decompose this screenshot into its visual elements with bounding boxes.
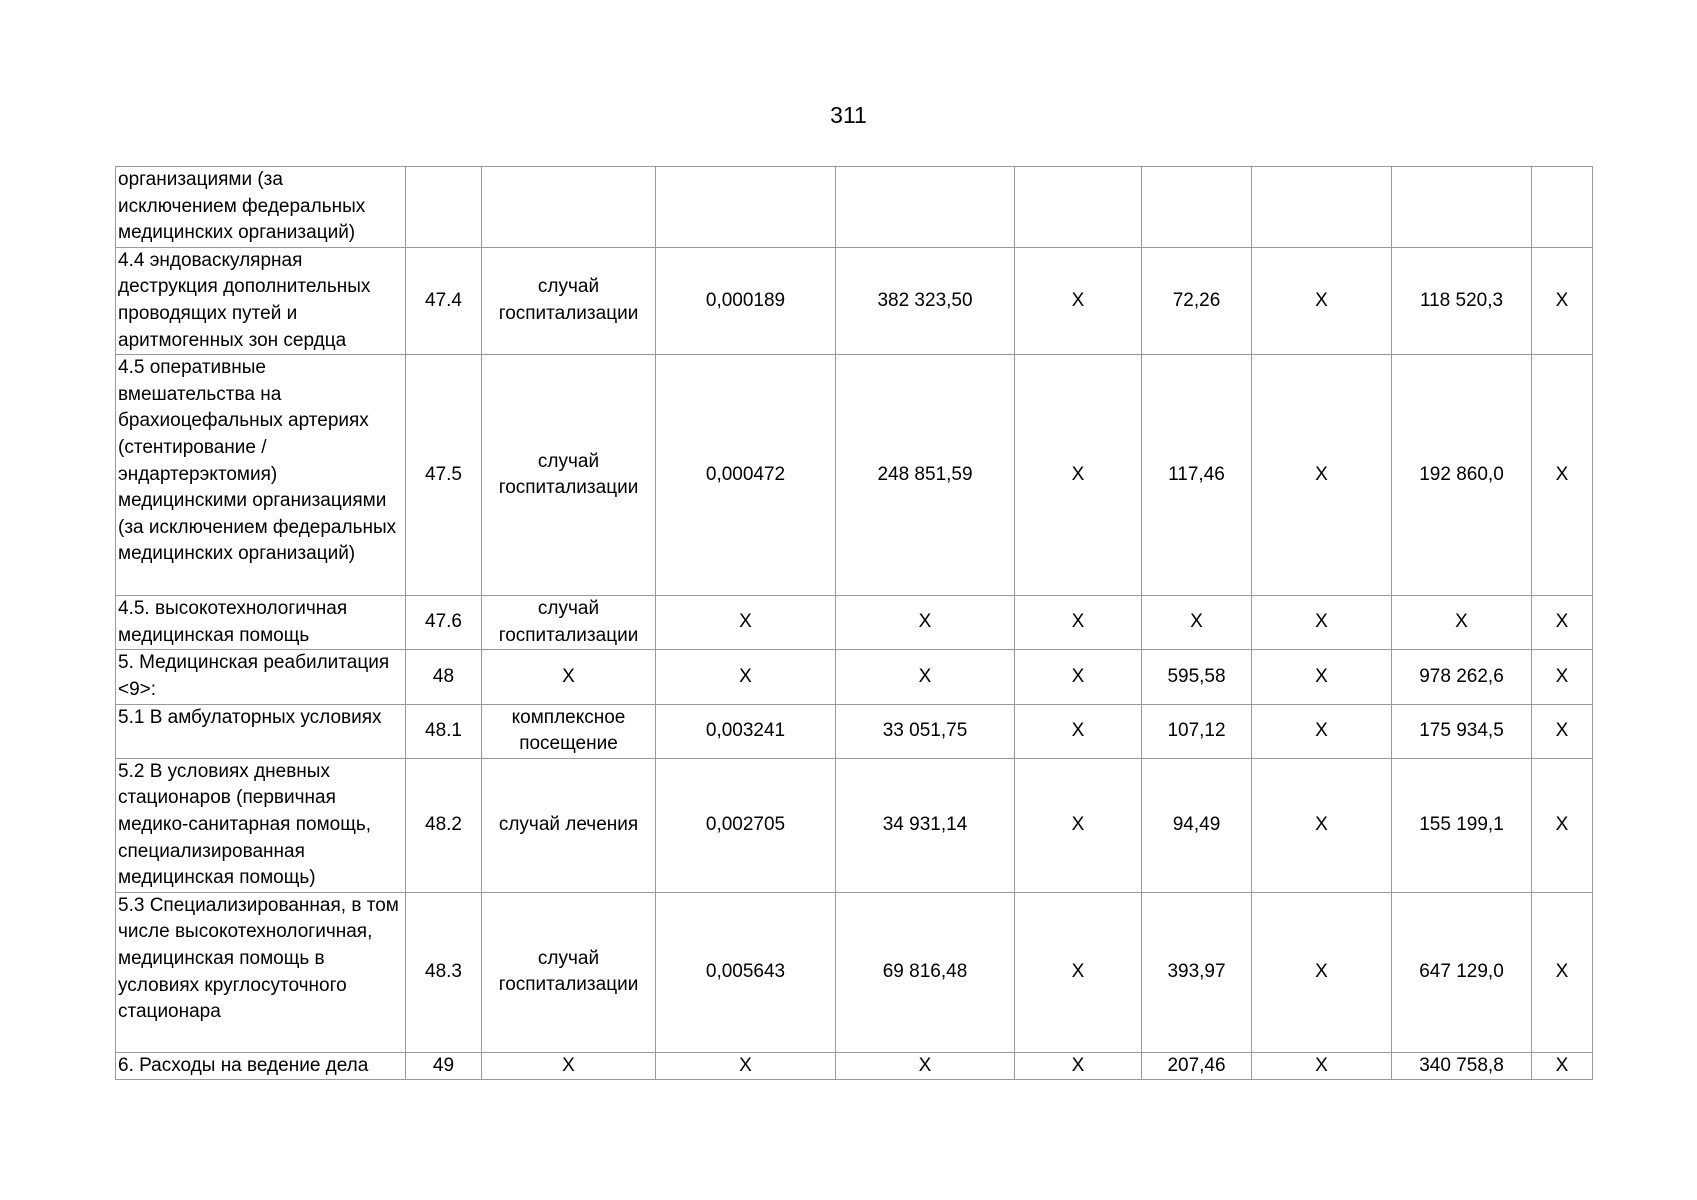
- row-cell-5: X: [1015, 704, 1142, 758]
- row-norm: X: [656, 650, 836, 704]
- row-cell-9: X: [1532, 247, 1593, 354]
- row-label: 5. Медицинская реабилитация <9>:: [116, 650, 406, 704]
- row-cost: 34 931,14: [836, 758, 1015, 892]
- row-cell-5: X: [1015, 650, 1142, 704]
- row-cost: [836, 167, 1015, 248]
- row-cell-7: X: [1252, 596, 1392, 650]
- row-unit: случай госпитализации: [482, 355, 656, 596]
- row-cell-8: X: [1392, 596, 1532, 650]
- row-norm: 0,000189: [656, 247, 836, 354]
- row-norm: X: [656, 1052, 836, 1080]
- row-label: 4.5 оперативные вмешательства на брахиоцефальных артериях (стентирование / эндартерэктомия) медицинскими организациями (за исключением федеральных медицинских организаций): [116, 355, 406, 596]
- row-unit: случай госпитализации: [482, 247, 656, 354]
- row-cell-7: [1252, 167, 1392, 248]
- row-cell-5: X: [1015, 892, 1142, 1052]
- row-cell-7: X: [1252, 355, 1392, 596]
- row-unit: X: [482, 1052, 656, 1080]
- row-cell-8: 192 860,0: [1392, 355, 1532, 596]
- row-cell-8: 155 199,1: [1392, 758, 1532, 892]
- row-cell-9: X: [1532, 892, 1593, 1052]
- row-code: 48.1: [406, 704, 482, 758]
- table-row: [116, 892, 1593, 1052]
- row-cell-8: [1392, 167, 1532, 248]
- row-norm: 0,005643: [656, 892, 836, 1052]
- row-cost: 248 851,59: [836, 355, 1015, 596]
- table-row: [116, 650, 1593, 704]
- table-row: [116, 355, 1593, 596]
- row-code: 48.2: [406, 758, 482, 892]
- row-cell-7: X: [1252, 247, 1392, 354]
- row-cell-6: [1142, 167, 1252, 248]
- row-code: 47.4: [406, 247, 482, 354]
- row-label: 5.2 В условиях дневных стационаров (первичная медико-санитарная помощь, специализированная медицинская помощь): [116, 758, 406, 892]
- row-unit: [482, 167, 656, 248]
- row-cell-6: 107,12: [1142, 704, 1252, 758]
- row-cell-5: X: [1015, 247, 1142, 354]
- table-row: [116, 247, 1593, 354]
- table-row: [116, 758, 1593, 892]
- row-cell-9: X: [1532, 650, 1593, 704]
- row-cell-7: X: [1252, 704, 1392, 758]
- row-cost: 33 051,75: [836, 704, 1015, 758]
- row-cost: 69 816,48: [836, 892, 1015, 1052]
- row-cell-7: X: [1252, 1052, 1392, 1080]
- row-cell-7: X: [1252, 892, 1392, 1052]
- row-cell-9: X: [1532, 704, 1593, 758]
- row-cell-6: 117,46: [1142, 355, 1252, 596]
- row-cell-8: 175 934,5: [1392, 704, 1532, 758]
- row-label: 5.3 Специализированная, в том числе высокотехнологичная, медицинская помощь в условиях круглосуточного стационара: [116, 892, 406, 1052]
- table-row: [116, 167, 1593, 248]
- row-label: 5.1 В амбулаторных условиях: [116, 704, 406, 758]
- row-norm: 0,003241: [656, 704, 836, 758]
- row-label: 4.5. высокотехнологичная медицинская помощь: [116, 596, 406, 650]
- table-row: [116, 704, 1593, 758]
- row-cell-8: 118 520,3: [1392, 247, 1532, 354]
- row-cell-5: X: [1015, 1052, 1142, 1080]
- row-cell-8: 647 129,0: [1392, 892, 1532, 1052]
- row-cost: X: [836, 650, 1015, 704]
- row-cell-9: X: [1532, 758, 1593, 892]
- row-cell-8: 978 262,6: [1392, 650, 1532, 704]
- table-row: [116, 1052, 1593, 1080]
- row-code: 47.5: [406, 355, 482, 596]
- row-cell-9: X: [1532, 1052, 1593, 1080]
- row-label: 4.4 эндоваскулярная деструкция дополнительных проводящих путей и аритмогенных зон сердца: [116, 247, 406, 354]
- row-cell-6: X: [1142, 596, 1252, 650]
- row-code: [406, 167, 482, 248]
- row-code: 48.3: [406, 892, 482, 1052]
- row-cell-5: X: [1015, 355, 1142, 596]
- row-cell-5: [1015, 167, 1142, 248]
- data-table: [115, 166, 1593, 1080]
- row-unit: случай госпитализации: [482, 596, 656, 650]
- row-cell-9: X: [1532, 355, 1593, 596]
- row-unit: комплексное посещение: [482, 704, 656, 758]
- row-norm: 0,000472: [656, 355, 836, 596]
- row-unit: случай госпитализации: [482, 892, 656, 1052]
- table-row: [116, 596, 1593, 650]
- row-code: 47.6: [406, 596, 482, 650]
- row-cell-7: X: [1252, 758, 1392, 892]
- row-code: 48: [406, 650, 482, 704]
- row-cell-6: 393,97: [1142, 892, 1252, 1052]
- row-cost: 382 323,50: [836, 247, 1015, 354]
- row-cell-6: 595,58: [1142, 650, 1252, 704]
- row-cell-6: 72,26: [1142, 247, 1252, 354]
- row-norm: X: [656, 596, 836, 650]
- row-norm: [656, 167, 836, 248]
- row-cell-5: X: [1015, 758, 1142, 892]
- row-code: 49: [406, 1052, 482, 1080]
- row-cell-9: X: [1532, 596, 1593, 650]
- row-unit: случай лечения: [482, 758, 656, 892]
- row-unit: X: [482, 650, 656, 704]
- row-cell-8: 340 758,8: [1392, 1052, 1532, 1080]
- row-label: организациями (за исключением федеральных медицинских организаций): [116, 167, 406, 248]
- row-cell-7: X: [1252, 650, 1392, 704]
- row-cell-6: 94,49: [1142, 758, 1252, 892]
- page-number: 311: [830, 102, 867, 128]
- row-cost: X: [836, 596, 1015, 650]
- row-cell-5: X: [1015, 596, 1142, 650]
- row-label: 6. Расходы на ведение дела: [116, 1052, 406, 1080]
- row-cost: X: [836, 1052, 1015, 1080]
- row-norm: 0,002705: [656, 758, 836, 892]
- row-cell-6: 207,46: [1142, 1052, 1252, 1080]
- row-cell-9: [1532, 167, 1593, 248]
